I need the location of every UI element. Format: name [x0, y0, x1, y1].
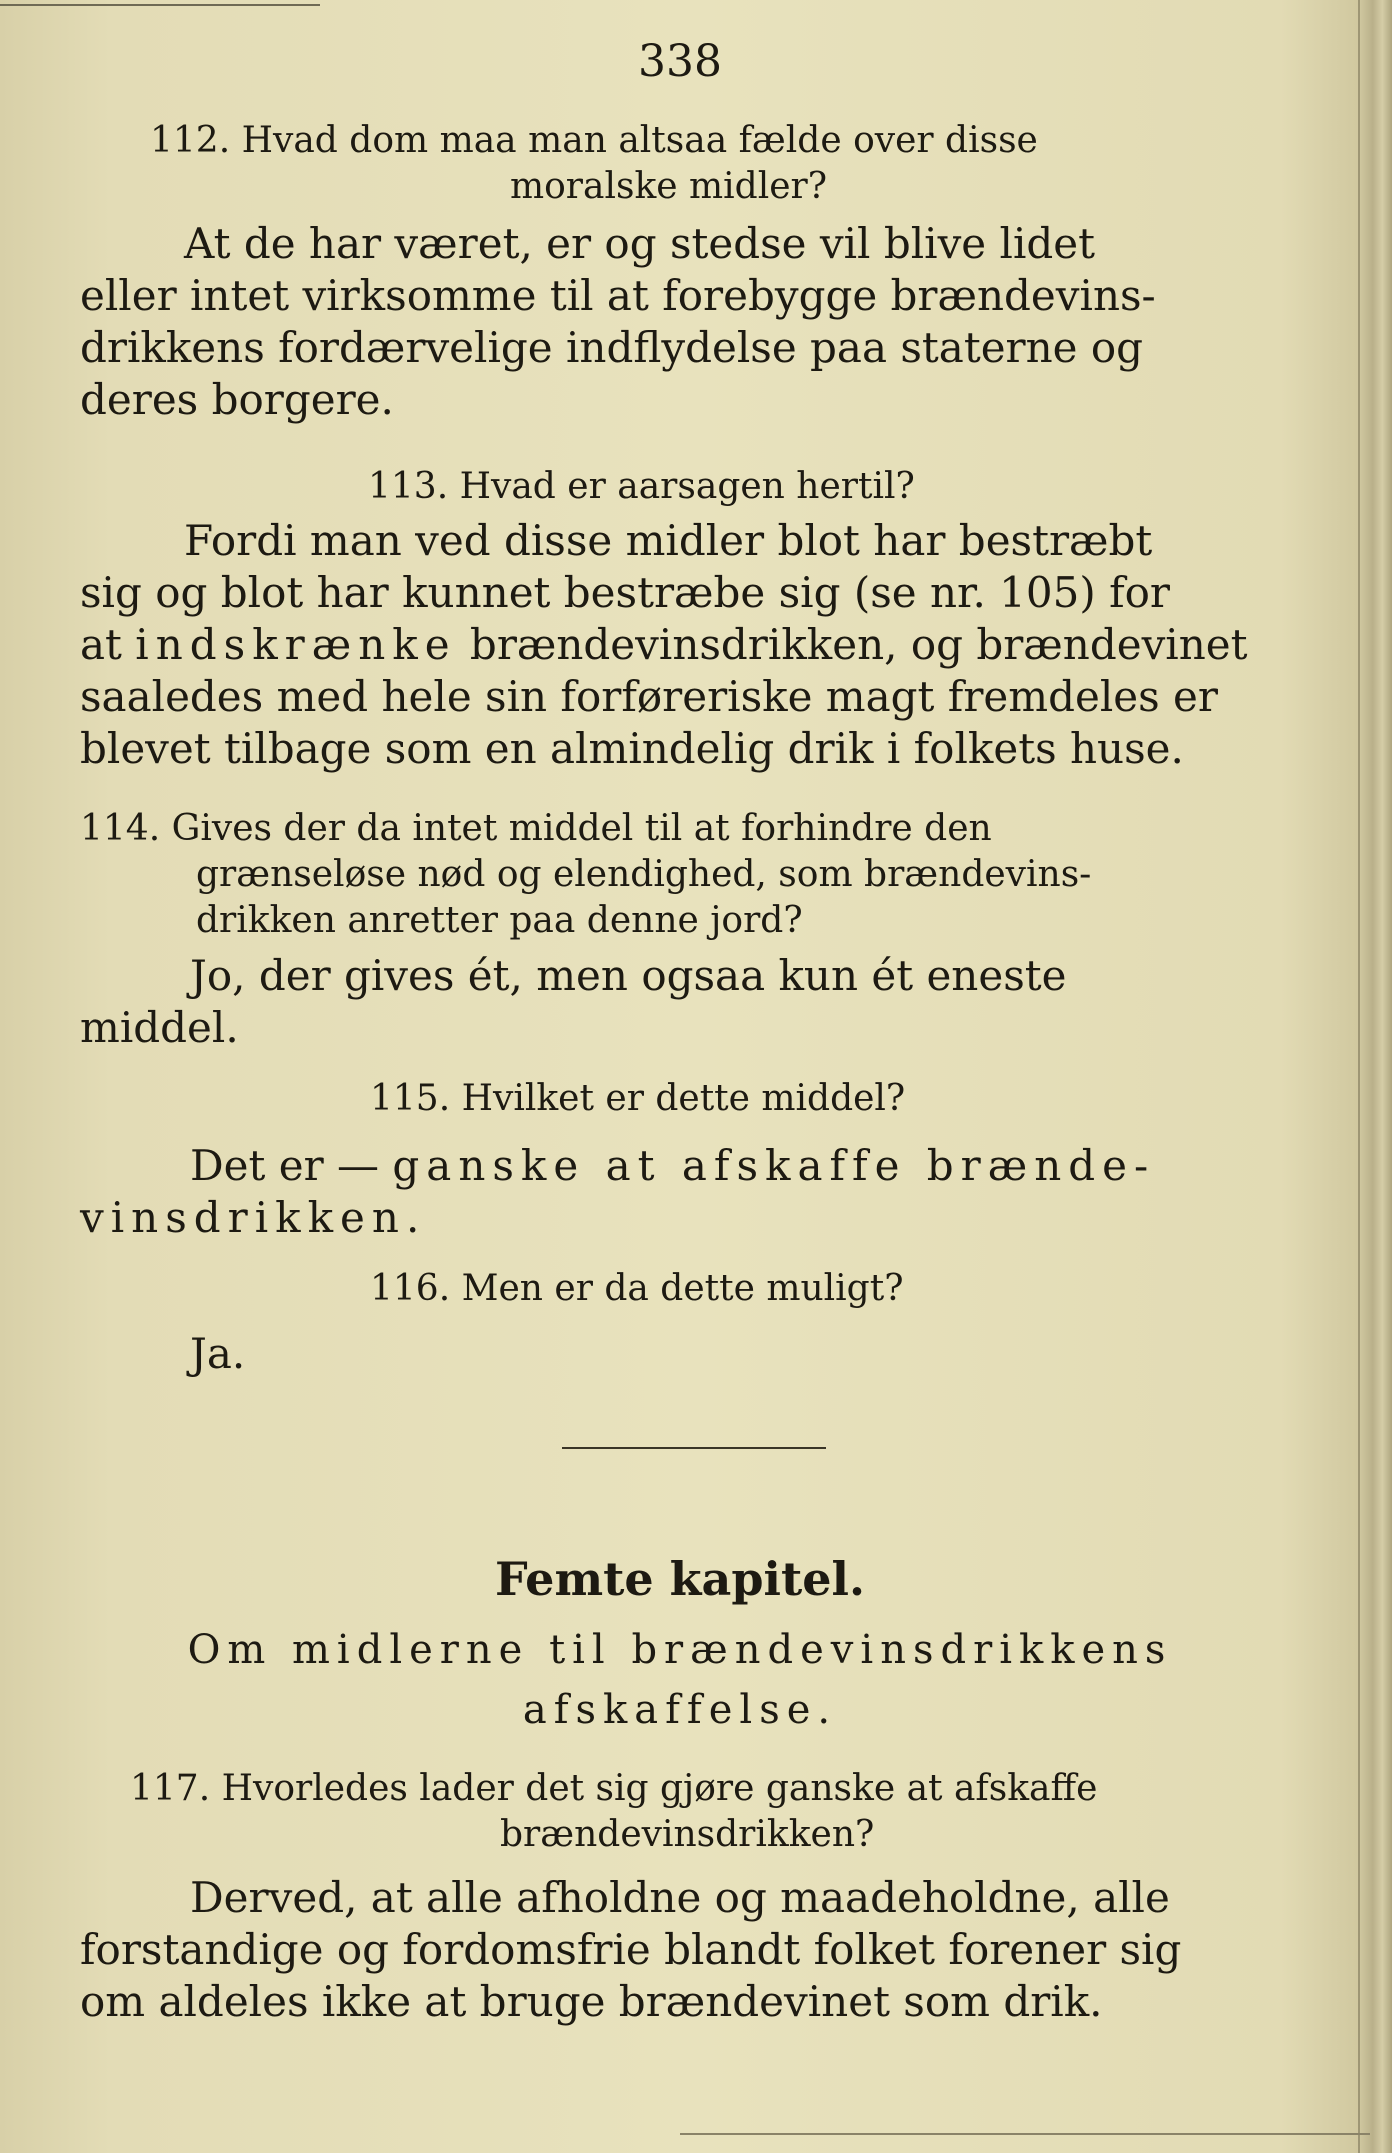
answer-117 — [80, 1872, 1300, 2028]
chapter-subtitle — [0, 1620, 1360, 1740]
chapter-title: Femte kapitel. — [495, 1552, 865, 1606]
answer-113-line-3-start: at — [80, 620, 136, 669]
answer-115 — [80, 1140, 1300, 1244]
answer-113-line-5: blevet tilbage som en almindelig drik i folkets huse. — [80, 724, 1184, 773]
answer-113 — [80, 515, 1300, 775]
question-113 — [368, 464, 1268, 510]
question-116-line-1: 116. Men er da dette muligt? — [370, 1268, 904, 1309]
answer-113-line-3-end: brændevinsdrikken, og brændevinet — [456, 620, 1248, 669]
chapter-subtitle-line-2: afskaffelse. — [522, 1687, 838, 1733]
answer-115-line-2: vinsdrikken. — [80, 1193, 427, 1242]
answer-112 — [80, 218, 1300, 426]
question-116 — [370, 1266, 1270, 1312]
answer-117-line-1: Derved, at alle afholdne og maadeholdne, alle — [190, 1873, 1170, 1922]
question-112 — [150, 118, 1300, 210]
answer-112-line-2: eller intet virksomme til at forebygge brændevins- — [80, 271, 1156, 320]
question-113-line-1: 113. Hvad er aarsagen hertil? — [368, 466, 915, 507]
answer-115-line-1-start: Det er — — [190, 1141, 393, 1190]
answer-116 — [80, 1328, 1300, 1380]
answer-115-line-1 — [80, 1140, 1300, 1192]
question-117-line-1: 117. Hvorledes lader det sig gjøre ganske at afskaffe — [130, 1768, 1098, 1809]
answer-113-spaced-word: indskrænke — [135, 620, 457, 669]
question-114-line-1: 114. Gives der da intet middel til at forhindre den — [80, 808, 992, 849]
answer-114-line-2: middel. — [80, 1003, 239, 1052]
answer-113-line-4: saaledes med hele sin forføreriske magt fremdeles er — [80, 672, 1218, 721]
question-112-line-1: 112. Hvad dom maa man altsaa fælde over disse — [150, 120, 1038, 161]
answer-113-line-2: sig og blot har kunnet bestræbe sig (se nr. 105) for — [80, 568, 1170, 617]
question-115-line-1: 115. Hvilket er dette middel? — [370, 1078, 906, 1119]
answer-112-line-1: At de har været, er og stedse vil blive lidet — [184, 219, 1095, 268]
question-115 — [370, 1076, 1270, 1122]
question-117-line-2: brændevinsdrikken? — [500, 1814, 875, 1855]
question-117 — [130, 1766, 1310, 1858]
answer-112-line-4: deres borgere. — [80, 375, 394, 424]
page-number: 338 — [638, 36, 722, 87]
question-114-line-3: drikken anretter paa denne jord? — [196, 900, 803, 941]
section-divider — [562, 1447, 826, 1449]
answer-117-line-3: om aldeles ikke at bruge brændevinet som drik. — [80, 1977, 1103, 2026]
answer-114 — [80, 950, 1300, 1054]
top-edge-line — [0, 4, 320, 6]
page-edge-strip — [1358, 0, 1392, 2153]
question-114-line-2: grænseløse nød og elendighed, som brændevins- — [196, 854, 1092, 895]
chapter-subtitle-line-1: Om midlerne til brændevinsdrikkens — [187, 1627, 1173, 1673]
answer-112-line-3: drikkens fordærvelige indflydelse paa staterne og — [80, 323, 1144, 372]
answer-113-line-1: Fordi man ved disse midler blot har bestræbt — [184, 516, 1153, 565]
bottom-edge-line — [680, 2133, 1370, 2135]
question-114 — [80, 806, 1300, 944]
answer-114-line-1: Jo, der gives ét, men ogsaa kun ét eneste — [190, 951, 1067, 1000]
answer-115-spaced-phrase: ganske at afskaffe brænde- — [392, 1141, 1156, 1190]
answer-113-line-3 — [80, 619, 1300, 671]
answer-117-line-2: forstandige og fordomsfrie blandt folket forener sig — [80, 1925, 1182, 1974]
answer-116-line-1: Ja. — [190, 1329, 246, 1378]
question-112-line-2: moralske midler? — [510, 166, 828, 207]
